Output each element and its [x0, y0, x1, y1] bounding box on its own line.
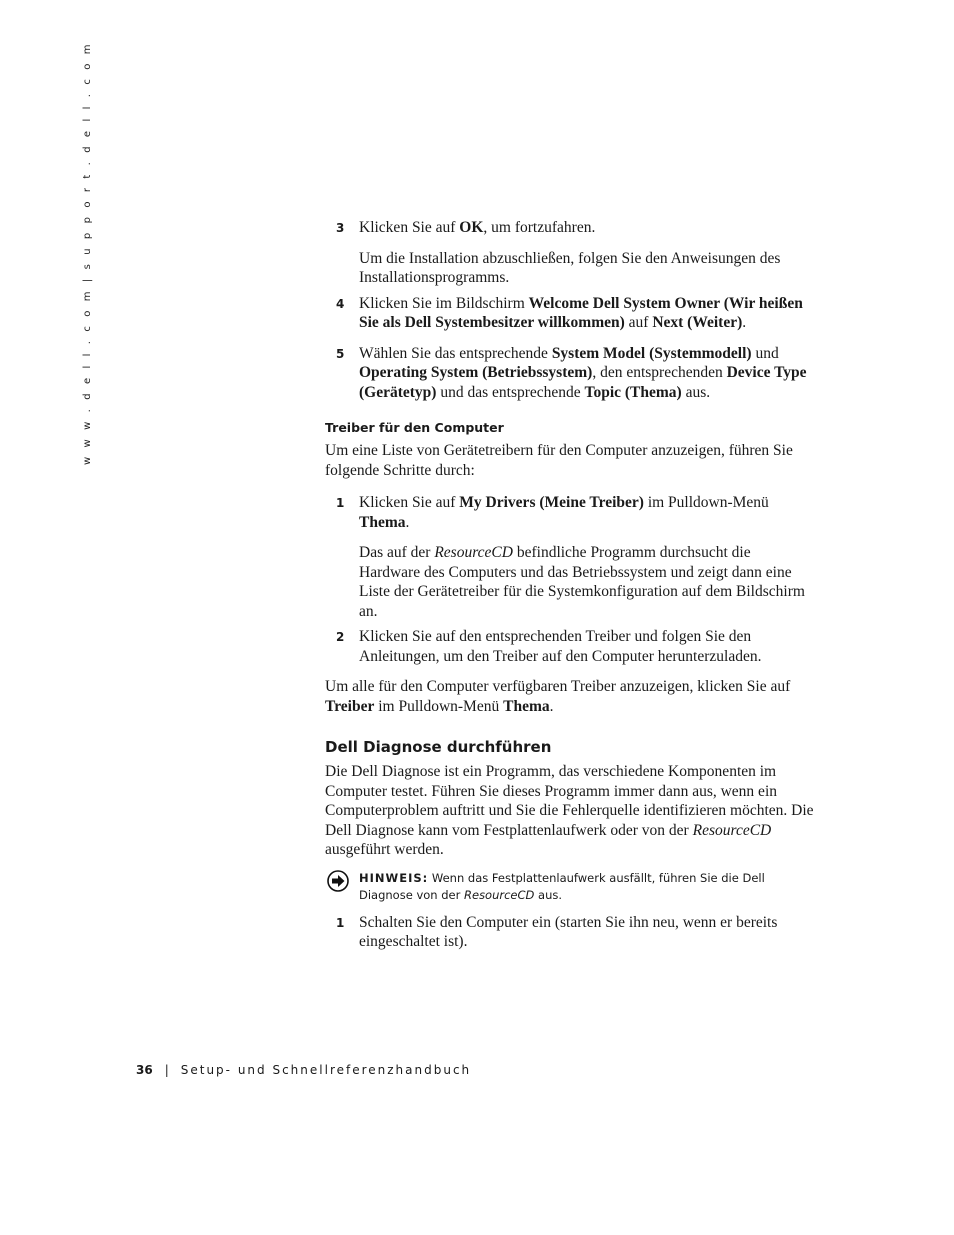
step-number: 5: [336, 346, 345, 361]
para-text: Die Dell Diagnose ist ein Programm, das verschiedene Komponenten im Computer testet. Führen Sie dieses Programm immer dann aus, wenn ein Computerproblem auftritt und Sie die Fehlerquelle identifizieren möchten. Die Dell Diagnose kann vom Festplattenlaufwerk oder von der: [325, 763, 814, 839]
step-bold: System Model (Systemmodell): [551, 344, 752, 362]
notice-arrow-icon: [327, 870, 349, 892]
step-text: im Pulldown-Menü: [643, 494, 769, 511]
step-text: , um fortzufahren.: [483, 219, 596, 236]
drivers-step-1-detail: [325, 543, 815, 621]
para-text: im Pulldown-Menü: [374, 697, 504, 715]
step-bold: Operating System (Betriebssystem): [359, 364, 593, 381]
detail-italic: ResourceCD: [434, 544, 513, 561]
para-bold: Treiber: [325, 697, 375, 715]
drivers-step-1: [325, 493, 815, 532]
step-bold: Device Type (Gerätetyp): [359, 364, 807, 401]
step-bold: Next (Weiter): [652, 314, 743, 331]
notice-text: aus.: [534, 887, 563, 902]
step-text: aus.: [681, 383, 711, 401]
diagnose-step-1: [325, 913, 815, 952]
step-text: Klicken Sie auf: [359, 494, 460, 511]
step-number: 3: [336, 221, 345, 235]
drivers-all: [325, 677, 815, 716]
step-number: 1: [336, 496, 345, 510]
diagnose-intro: [325, 762, 815, 860]
para-text: .: [549, 697, 554, 715]
para-text: Um alle für den Computer verfügbaren Treiber anzuzeigen, klicken Sie auf: [325, 678, 791, 695]
detail-text: befindliche Programm durchsucht die Hardware des Computers und das Betriebssystem und zeigt dann eine Liste der Gerätetreiber für die Systemkonfiguration auf dem Bildschirm an.: [359, 544, 805, 620]
step-text: , den entsprechenden: [592, 364, 727, 381]
step-text: auf: [624, 314, 653, 331]
step-bold: OK: [459, 219, 484, 236]
para-text: ausgeführt werden.: [325, 841, 444, 858]
notice-label: HINWEIS:: [359, 870, 429, 885]
notice-italic: ResourceCD: [464, 887, 535, 902]
step-number: 1: [336, 915, 345, 930]
page-number: 36: [136, 1063, 153, 1077]
step-text: .: [405, 513, 410, 531]
step-text: und: [751, 344, 779, 362]
detail-text: Das auf der: [359, 544, 435, 561]
footer-separator: |: [164, 1063, 169, 1077]
step-number: 4: [336, 296, 345, 311]
step-text: Klicken Sie auf den entsprechenden Treiber und folgen Sie den Anleitungen, um den Treiber auf den Computer herunterzuladen.: [359, 628, 762, 665]
step-text: Wählen Sie das entsprechende: [359, 344, 552, 362]
step-number: 2: [336, 630, 345, 644]
step-3-detail: Um die Installation abzuschließen, folgen Sie den Anweisungen des Installationsprogramms.: [359, 249, 781, 286]
drivers-intro: Um eine Liste von Gerätetreibern für den Computer anzuzeigen, führen Sie folgende Schritte durch:: [325, 442, 793, 479]
step-bold: Thema: [359, 513, 406, 531]
step-4: [325, 294, 815, 333]
section-heading-drivers: Treiber für den Computer: [325, 420, 504, 435]
step-text: Klicken Sie auf: [359, 219, 460, 236]
step-text: Schalten Sie den Computer ein (starten Sie ihn neu, wenn er bereits eingeschaltet ist).: [359, 913, 778, 950]
step-bold: My Drivers (Meine Treiber): [459, 494, 644, 511]
section-heading-diagnose: Dell Diagnose durchführen: [325, 738, 552, 756]
para-bold: Thema: [503, 697, 550, 715]
step-5: [325, 344, 815, 403]
page-footer: [136, 1063, 471, 1077]
step-text: Klicken Sie im Bildschirm: [359, 294, 529, 312]
drivers-step-2: [325, 627, 815, 666]
notice-text: Wenn das Festplattenlaufwerk ausfällt, führen Sie die Dell Diagnose von der: [359, 870, 765, 902]
footer-title: Setup- und Schnellreferenzhandbuch: [180, 1063, 472, 1077]
step-3: [325, 218, 815, 238]
step-bold: Welcome Dell System Owner (Wir heißen Sie als Dell Systembesitzer willkommen): [359, 294, 803, 331]
main-content: [325, 218, 815, 952]
step-bold: Topic (Thema): [584, 383, 682, 401]
sidebar-url: w w w . d e l l . c o m | s u p p o r t . d e l l . c o m: [82, 41, 93, 465]
step-text: und das entsprechende: [436, 383, 585, 401]
step-text: .: [742, 314, 747, 331]
para-italic: ResourceCD: [692, 821, 772, 839]
notice-box: [325, 870, 815, 904]
